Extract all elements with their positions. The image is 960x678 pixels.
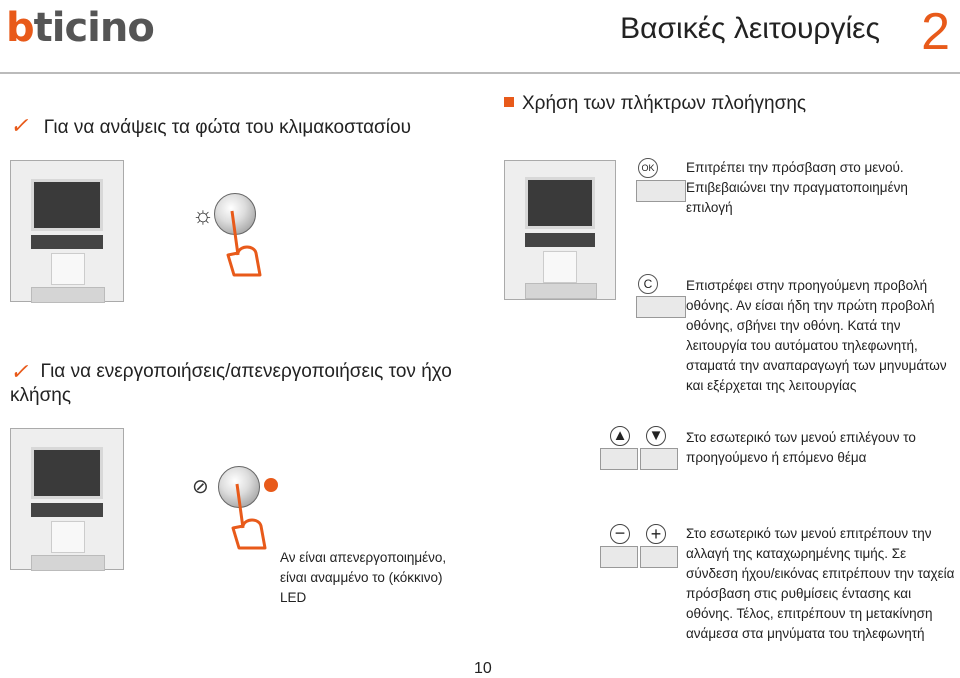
bullet-square: [504, 97, 514, 107]
page-number: 10: [474, 660, 492, 677]
navigation-keys-heading: Χρήση των πλήκτρων πλοήγησης: [504, 92, 944, 116]
intercom-device-3: [504, 160, 616, 300]
arrow-keys-description: Στο εσωτερικό των μενού επιλέγουν το προηγούμενο ή επόμενο θέμα: [686, 430, 916, 465]
section-stair-light-heading: ✓ Για να ανάψεις τα φώτα του κλιμακοστασίου: [10, 113, 411, 138]
page-title: Βασικές λειτουργίες: [620, 12, 880, 45]
intercom-device-2: [10, 428, 124, 570]
minus-icon: −: [610, 524, 630, 544]
ok-key-description: Επιτρέπει την πρόσβαση στο μενού. Επιβεβαιώνει την πραγματοποιημένη επιλογή: [686, 160, 908, 215]
check-icon: ✓: [10, 359, 29, 384]
ok-key-symbol: OK: [638, 158, 658, 178]
ok-key[interactable]: [636, 180, 686, 202]
finger-press-icon: [220, 205, 270, 280]
led-note: Αν είναι απενεργοποιημένο, είναι αναμμένο το (κόκκινο) LED: [280, 550, 447, 605]
arrow-down-icon: ▼: [646, 426, 666, 446]
section-ringtone-heading: ✓ Για να ενεργοποιήσεις/απενεργοποιήσεις τον ήχο κλήσης: [10, 359, 452, 406]
header-divider: [0, 72, 960, 74]
c-key-description: Επιστρέφει στην προηγούμενη προβολή οθόνης. Αν είσαι ήδη την πρώτη προβολή οθόνης, σβήνει την οθόνη. Κατά την λειτουργία του αυτόματου τηλεφωνητή, σταματά την αναπαραγωγή των μηνυμάτων και εξέρχεται της λειτουργίας: [686, 278, 947, 393]
plus-key[interactable]: [640, 546, 678, 568]
check-icon: ✓: [10, 113, 29, 138]
stair-light-icon: ☼: [192, 202, 214, 229]
ringtone-mute-icon: ⊘: [192, 476, 209, 498]
arrow-up-key[interactable]: [600, 448, 638, 470]
arrow-up-icon: ▲: [610, 426, 630, 446]
minus-key[interactable]: [600, 546, 638, 568]
intercom-device-1: [10, 160, 124, 302]
c-key[interactable]: [636, 296, 686, 318]
chapter-number: 2: [921, 3, 950, 61]
bticino-logo: bticino: [6, 5, 154, 51]
finger-press-icon: [225, 478, 275, 553]
arrow-down-key[interactable]: [640, 448, 678, 470]
plus-icon: +: [646, 524, 666, 544]
c-key-symbol: C: [638, 274, 658, 294]
plus-minus-description: Στο εσωτερικό των μενού επιτρέπουν την αλλαγή της καταχωρημένης τιμής. Σε σύνδεση ήχου/εικόνας επιτρέπουν την ταχεία πρόσβαση στις ρυθμίσεις έντασης και οθόνης. Τέλος, επιτρέπουν τη μετακίνηση ανάμεσα στα μηνύματα του τηλεφωνητή: [686, 526, 955, 641]
